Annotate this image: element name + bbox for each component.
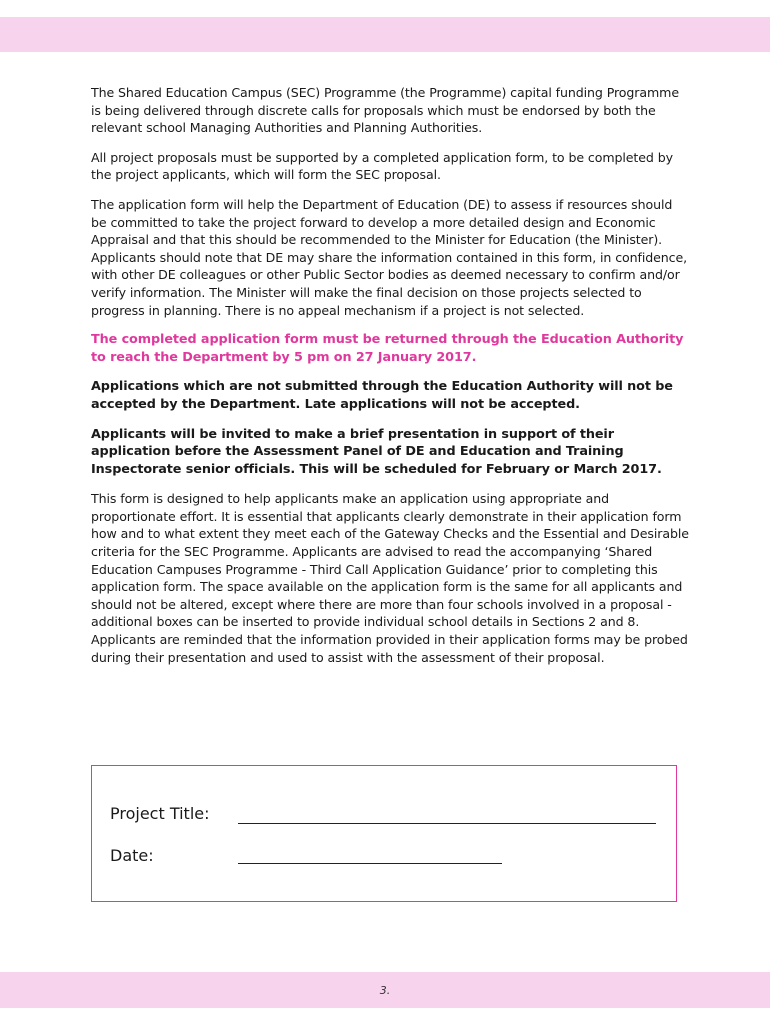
page-number: 3. xyxy=(379,984,391,997)
proposal-paragraph: All project proposals must be supported by a completed application form, to be completed by the project applicants, which will form the SEC proposal. xyxy=(91,149,673,183)
date-row xyxy=(110,846,154,865)
header-band xyxy=(0,17,770,52)
presentation-notice: Applicants will be invited to make a brief presentation in support of their application before the Assessment Panel of DE and Education and Training Inspectorate senior officials. This will be scheduled for February or March 2017. xyxy=(91,426,662,477)
intro-paragraph: The Shared Education Campus (SEC) Programme (the Programme) capital funding Programme is being delivered through discrete calls for proposals which must be endorsed by both the relevant school Managing Authorities and Planning Authorities. xyxy=(91,85,679,136)
guidance-paragraph: This form is designed to help applicants make an application using appropriate and proportionate effort. It is essential that applicants clearly demonstrate in their application form how and to what extent they meet each of the Gateway Checks and the Essential and Desirable criteria for the SEC Programme. Applicants are advised to read the accompanying ‘Shared Education Campuses Programme - Third Call Application Guidance’ prior to completing this application form. The space available on the application form is the same for all applicants and should not be altered, except where there are more than four schools involved in a proposal - additional boxes can be inserted to provide individual school details in Sections 2 and 8. Applicants are reminded that the information provided in their application forms may be probed during their presentation and used to assist with the assessment of their proposal. xyxy=(91,491,689,665)
deadline-notice: The completed application form must be returned through the Education Authority to reach the Department by 5 pm on 27 January 2017. xyxy=(91,332,684,365)
date-label: Date: xyxy=(110,846,154,865)
submission-notice: Applications which are not submitted through the Education Authority will not be accepted by the Department. Late applications will not be accepted. xyxy=(91,379,673,412)
project-title-field[interactable] xyxy=(238,823,656,824)
date-field[interactable] xyxy=(238,863,502,864)
project-details-box xyxy=(91,765,677,902)
project-title-label: Project Title: xyxy=(110,804,210,823)
project-title-row xyxy=(110,804,210,823)
document-body xyxy=(91,84,691,678)
assessment-paragraph: The application form will help the Department of Education (DE) to assess if resources should be committed to take the project forward to develop a more detailed design and Economic Appraisal and that this should be recommended to the Minister for Education (the Minister). Applicants should note that DE may share the information contained in this form, in confidence, with other DE colleagues or other Public Sector bodies as deemed necessary to confirm and/or verify information. The Minister will make the final decision on those projects selected to progress in planning. There is no appeal mechanism if a project is not selected. xyxy=(91,196,688,318)
